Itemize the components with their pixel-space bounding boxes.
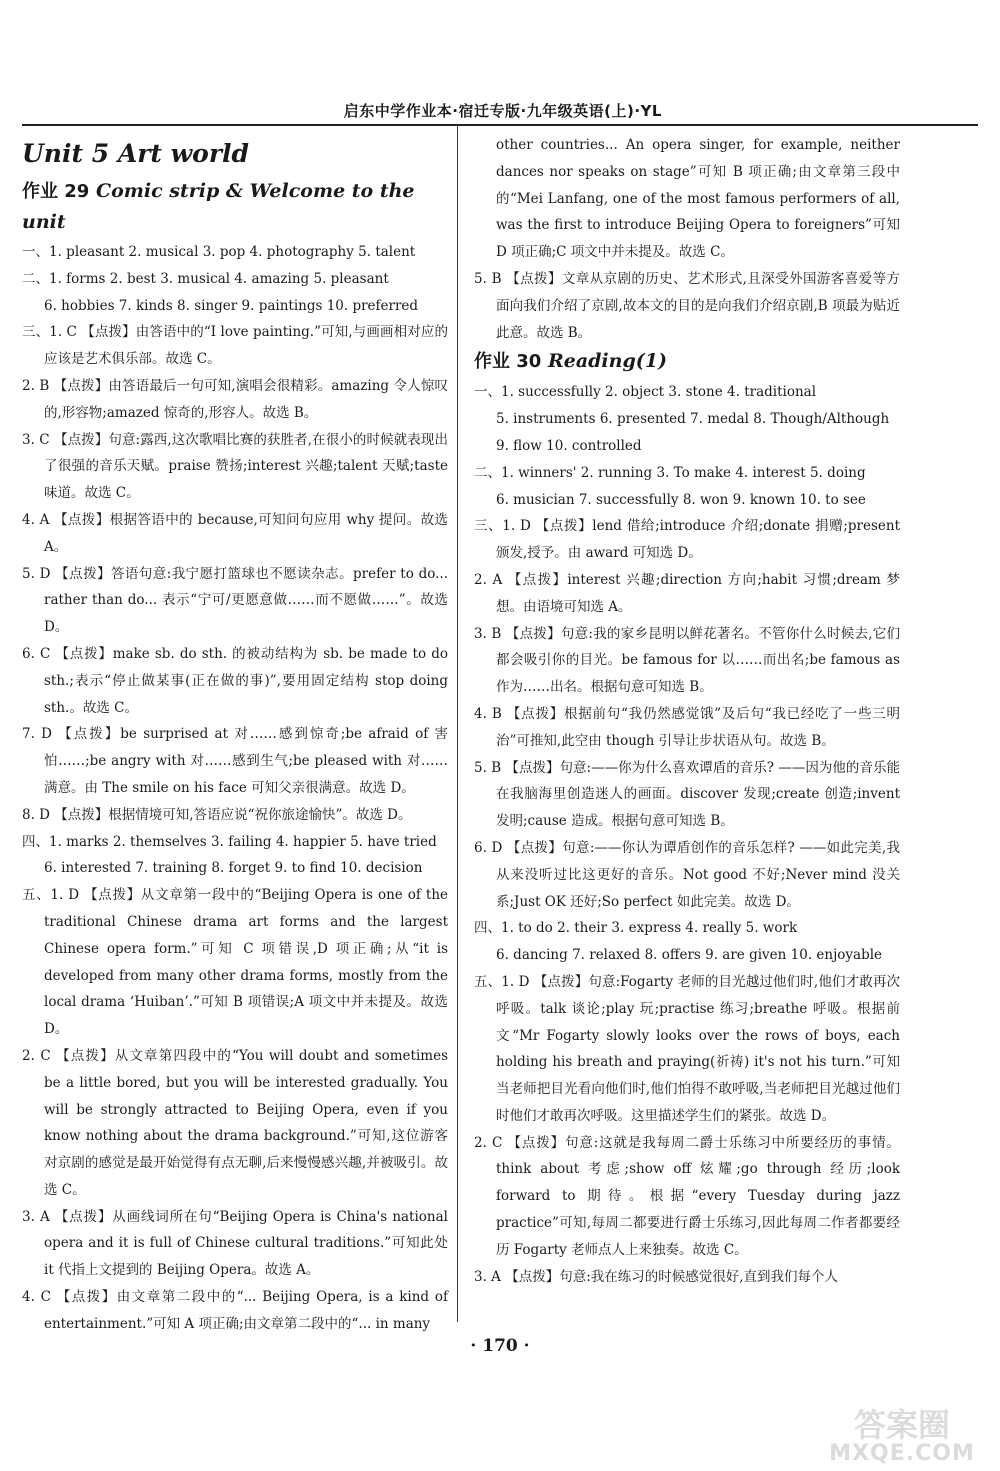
watermark-logo: 答案圈 <box>853 1406 950 1444</box>
answer-item: 2. B 【点拨】由答语最后一句可知,演唱会很精彩。amazing 令人惊叹的,形容物;amazed 惊奇的,形容人。故选 B。 <box>22 377 448 421</box>
answer-item: 6. C 【点拨】make sb. do sth. 的被动结构为 sb. be made to do sth.;表示“停止做某事(正在做的事)”,要用固定结构 stop doing sth.。故选 C。 <box>22 645 448 716</box>
page-number: · 170 · <box>470 1336 530 1356</box>
answer-line: 四、1. marks 2. themselves 3. failing 4. happier 5. have tried <box>22 833 437 850</box>
watermark-text: MXQE.COM <box>829 1441 975 1466</box>
left-column <box>22 132 448 1338</box>
answer-item: 2. A 【点拨】interest 兴趣;direction 方向;habit 习惯;dream 梦想。由语境可知选 A。 <box>474 571 900 615</box>
answer-item: 8. D 【点拨】根据情境可知,答语应说“祝你旅途愉快”。故选 D。 <box>22 806 412 823</box>
unit-title: Unit 5 Art world <box>22 139 249 168</box>
answer-item: 3. C 【点拨】句意:露西,这次歌唱比赛的获胜者,在很小的时候就表现出了很强的音乐天赋。praise 赞扬;interest 兴趣;talent 天赋;taste 味道。故选 C。 <box>22 431 448 502</box>
homework-30-heading <box>474 346 900 377</box>
homework-29-prefix: 作业 29 <box>22 181 90 202</box>
page-header <box>0 98 1000 122</box>
answer-item: 5. B 【点拨】句意:——你为什么喜欢谭盾的音乐? ——因为他的音乐能在我脑海里创造迷人的画面。discover 发现;create 创造;invent 发明;cause 造成。根据句意可知选 B。 <box>474 759 900 830</box>
answer-item: 五、1. D 【点拨】句意:Fogarty 老师的目光越过他们时,他们才敢再次呼吸。talk 谈论;play 玩;practise 练习;breathe 呼吸。根据前文“Mr Fogarty slowly looks over the rows of boys, each holding his breath and praying(祈祷) it's not his turn.”可知当老师把目光看向他们时,他们怕得不敢呼吸,当老师把目光越过他们时他们才敢再次呼吸。这里描述学生们的紧张。故选 D。 <box>474 973 900 1124</box>
answer-item: 2. C 【点拨】句意:这就是我每周二爵士乐练习中所要经历的事情。think about 考虑;show off 炫耀;go through 经历;look forward to 期待。根据“every Tuesday during jazz practice”可知,每周二都要进行爵士乐练习,因此每周二作者都要经历 Fogarty 老师点人上来独奏。故选 C。 <box>474 1134 900 1258</box>
answer-item: 三、1. D 【点拨】lend 借给;introduce 介绍;donate 捐赠;present 颁发,授予。由 award 可知选 D。 <box>474 518 900 562</box>
answer-item: 6. D 【点拨】句意:——你认为谭盾创作的音乐怎样? ——如此完美,我从来没听过比这更好的音乐。Not good 不好;Never mind 没关系;Just OK 还好;So perfect 如此完美。故选 D。 <box>474 839 900 910</box>
homework-30-title: Reading(1) <box>547 350 667 373</box>
answer-item: 4. B 【点拨】根据前句“我仍然感觉饿”及后句“我已经吃了一些三明治”可推知,此空由 though 引导让步状语从句。故选 B。 <box>474 705 900 749</box>
header-rule <box>22 124 978 126</box>
answer-item: other countries... An opera singer, for example, neither dances nor speaks on stage”可知 B 项正确;由文章第三段中的“Mei Lanfang, one of the most famous performers of all, was the first to introduce Beijing Opera to foreigners”可知 D 项正确;C 项文中并未提及。故选 C。 <box>496 137 900 261</box>
answer-line: 6. dancing 7. relaxed 8. offers 9. are given 10. enjoyable <box>496 947 883 964</box>
answer-line: 6. hobbies 7. kinds 8. singer 9. paintings 10. preferred <box>44 297 419 314</box>
watermark <box>812 1400 992 1466</box>
answer-item: 3. A 【点拨】从画线词所在句“Beijing Opera is China's national opera and it is full of Chinese cultural traditions.”可知此处 it 代指上文提到的 Beijing Opera。故选 A。 <box>22 1208 448 1279</box>
answer-line: 一、1. successfully 2. object 3. stone 4. traditional <box>474 384 817 401</box>
answer-item: 五、1. D 【点拨】从文章第一段中的“Beijing Opera is one of the traditional Chinese drama art forms and the largest Chinese opera form.”可知 C 项错误,D 项正确;从“it is developed from many other drama forms, mostly from the local drama ‘Huiban’.”可知 B 项错误;A 项文中并未提及。故选 D。 <box>22 887 448 1038</box>
column-divider <box>457 126 458 1322</box>
answer-line: 二、1. winners' 2. running 3. To make 4. interest 5. doing <box>474 464 866 481</box>
answer-item: 4. C 【点拨】由文章第二段中的“... Beijing Opera, is a kind of entertainment.”可知 A 项正确;由文章第二段中的“... in many <box>22 1289 448 1332</box>
homework-29-heading <box>22 176 448 237</box>
answer-item: 3. B 【点拨】句意:我的家乡昆明以鲜花著名。不管你什么时候去,它们都会吸引你的目光。be famous for 以……而出名;be famous as 作为……出名。根据句意可知选 B。 <box>474 625 900 696</box>
answer-line: 6. musician 7. successfully 8. won 9. known 10. to see <box>496 491 866 508</box>
answer-line: 9. flow 10. controlled <box>496 437 642 454</box>
answer-item: 5. B 【点拨】文章从京剧的历史、艺术形式,且深受外国游客喜爱等方面向我们介绍了京剧,故本文的目的是向我们介绍京剧,B 项最为贴近此意。故选 B。 <box>474 270 900 341</box>
answer-line: 一、1. pleasant 2. musical 3. pop 4. photography 5. talent <box>22 244 416 260</box>
answer-line: 5. instruments 6. presented 7. medal 8. Though/Although <box>496 411 890 428</box>
homework-29-title: Comic strip & Welcome to the unit <box>22 180 415 233</box>
answer-item: 4. A 【点拨】根据答语中的 because,可知问句应用 why 提问。故选 A。 <box>22 511 448 555</box>
answer-item: 三、1. C 【点拨】由答语中的“I love painting.”可知,与画画相对应的应该是艺术俱乐部。故选 C。 <box>22 324 448 368</box>
answer-line: 二、1. forms 2. best 3. musical 4. amazing 5. pleasant <box>22 270 389 287</box>
right-column <box>474 132 900 1290</box>
answer-item: 3. A 【点拨】句意:我在练习的时候感觉很好,直到我们每个人 <box>474 1268 839 1285</box>
answer-line: 四、1. to do 2. their 3. express 4. really 5. work <box>474 920 798 937</box>
answer-item: 2. C 【点拨】从文章第四段中的“You will doubt and sometimes be a little bored, but you will be interested gradually. You will be strongly attracted to Beijing Opera, even if you know nothing about the drama background.”可知,这位游客对京剧的感觉是最开始觉得有点无聊,后来慢慢感兴趣,并被吸引。故选 C。 <box>22 1047 448 1198</box>
answer-item: 5. D 【点拨】答语句意:我宁愿打篮球也不愿读杂志。prefer to do... rather than do... 表示“宁可/更愿意做……而不愿做……”。故选 D。 <box>22 565 448 636</box>
header-title: 启东中学作业本·宿迁专版·九年级英语(上)·YL <box>343 102 662 120</box>
answer-line: 6. interested 7. training 8. forget 9. to find 10. decision <box>44 860 423 877</box>
homework-30-prefix: 作业 30 <box>474 351 542 373</box>
answer-item: 7. D 【点拨】be surprised at 对……感到惊奇;be afraid of 害怕……;be angry with 对……感到生气;be pleased with 对……满意。由 The smile on his face 可知父亲很满意。故选 D。 <box>22 726 448 796</box>
